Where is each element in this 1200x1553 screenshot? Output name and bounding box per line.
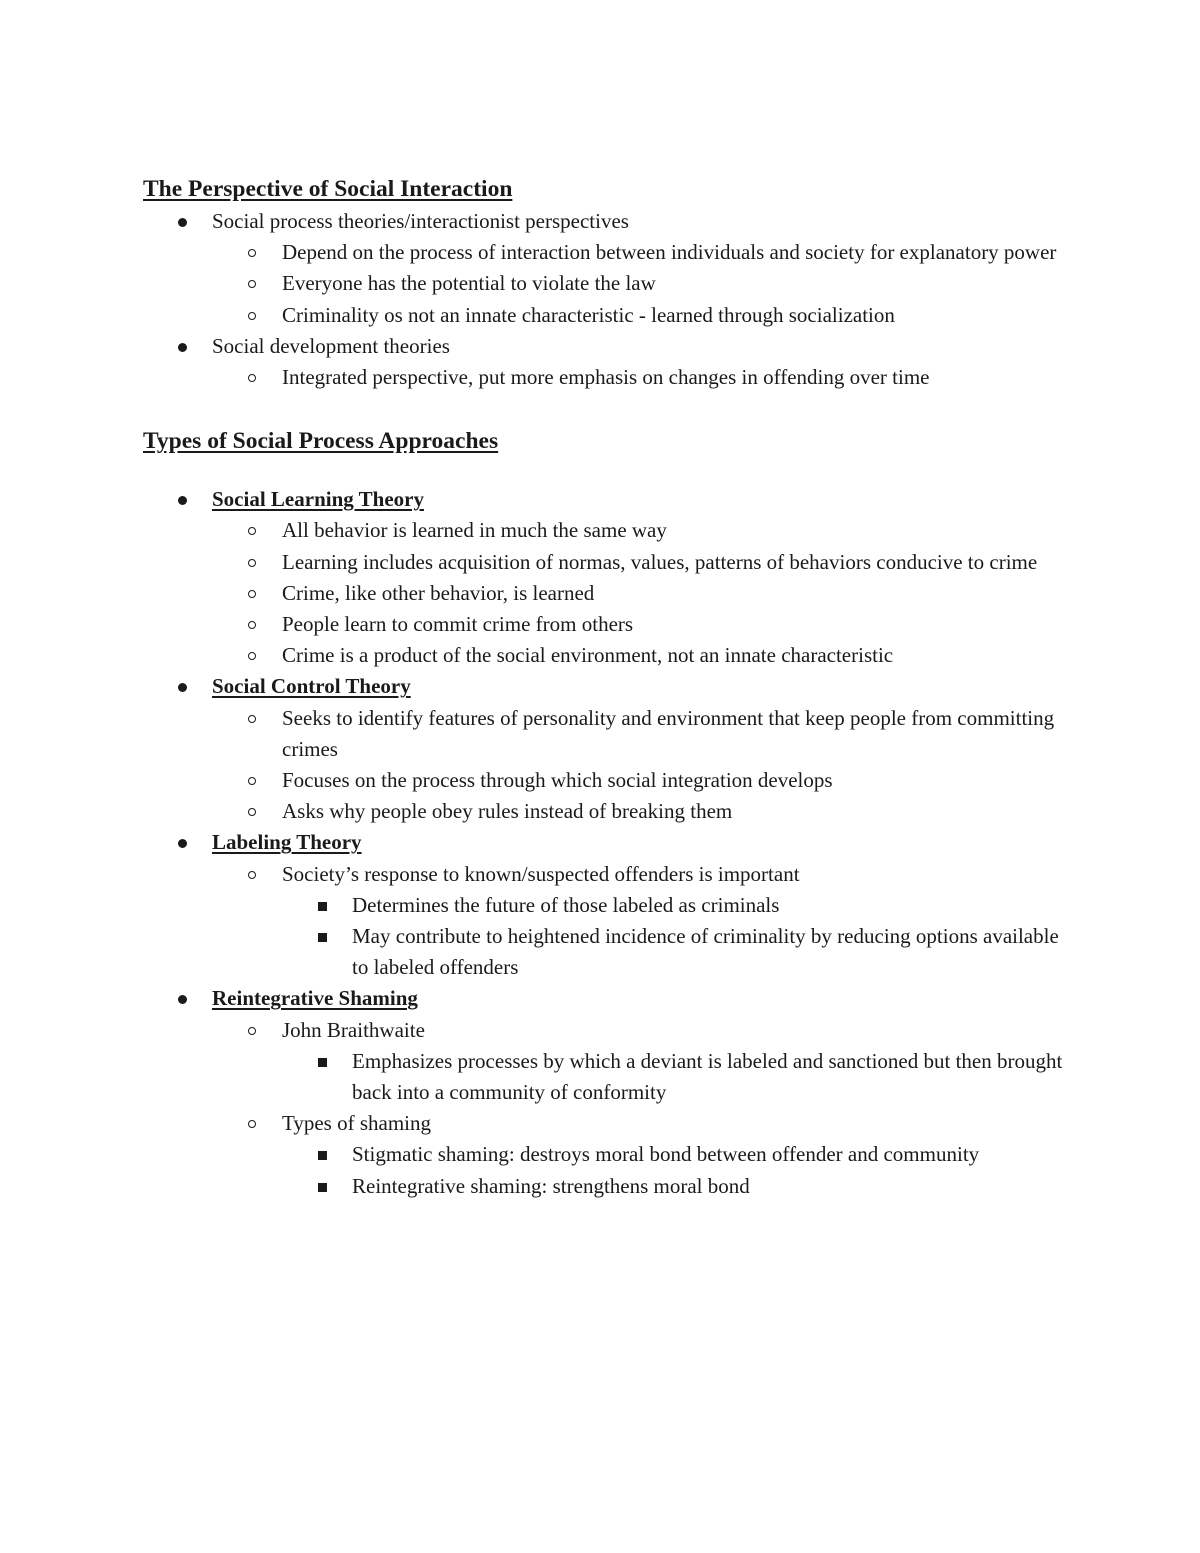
theory-label-reintegrative-shaming: Reintegrative Shaming [212,986,418,1011]
list-item [282,921,1073,983]
list-item [212,1108,1073,1202]
list-item-text: All behavior is learned in much the same way [282,518,667,543]
list-item-text: Learning includes acquisition of normas, values, patterns of behaviors conducive to crime [282,549,1038,574]
list-item-text: Everyone has the potential to violate the law [282,271,656,296]
hollow-bullet-icon [248,1120,256,1128]
sub-bullet-list [212,703,1073,828]
list-item [212,515,1073,546]
theory-label-labeling: Labeling Theory [212,830,362,855]
list-item [282,1046,1073,1108]
filled-bullet-icon [178,343,187,352]
list-item-text: Asks why people obey rules instead of breaking them [282,799,733,824]
sub-sub-bullet-list [282,1139,1073,1201]
list-item-text: Integrated perspective, put more emphasis on changes in offending over time [282,365,930,390]
filled-bullet-icon [178,839,187,848]
theory-label-social-control: Social Control Theory [212,674,411,699]
sub-bullet-list [212,859,1073,984]
list-item-text: Criminality os not an innate characteristic - learned through socialization [282,302,895,327]
sub-bullet-list [212,515,1073,671]
sub-bullet-list [212,237,1073,331]
filled-bullet-icon [178,496,187,505]
list-item [212,362,1073,393]
list-item [143,827,1073,983]
list-item-text: John Braithwaite [282,1017,425,1042]
hollow-bullet-icon [248,808,256,816]
list-item-text: Social process theories/interactionist perspectives [212,209,629,233]
sub-bullet-list [212,362,1073,393]
list-item [212,609,1073,640]
list-item [282,890,1073,921]
hollow-bullet-icon [248,312,256,320]
list-item-text: Social development theories [212,333,450,358]
document-page [143,172,1073,1202]
filled-bullet-icon [178,995,187,1004]
list-item-text: Types of shaming [282,1111,432,1136]
hollow-bullet-icon [248,621,256,629]
list-item [282,1139,1073,1170]
list-item-text: People learn to commit crime from others [282,612,634,637]
list-item [143,206,1073,331]
hollow-bullet-icon [248,715,256,723]
filled-bullet-icon [178,683,187,692]
list-item [143,671,1073,827]
list-item-text: Focuses on the process through which social integration develops [282,768,833,793]
list-item-text: Seeks to identify features of personality and environment that keep people from committing crimes [282,705,1055,761]
list-item [143,331,1073,393]
section-heading-types: Types of Social Process Approaches [143,428,499,455]
square-bullet-icon [318,933,327,942]
sub-sub-bullet-list [282,1046,1073,1108]
hollow-bullet-icon [248,527,256,535]
theory-label-social-learning: Social Learning Theory [212,487,424,512]
list-item [143,983,1073,1201]
list-item-text: Crime, like other behavior, is learned [282,580,595,605]
hollow-bullet-icon [248,559,256,567]
list-item-text: Stigmatic shaming: destroys moral bond between offender and community [352,1142,980,1167]
hollow-bullet-icon [248,652,256,660]
bullet-list [143,484,1073,1202]
hollow-bullet-icon [248,590,256,598]
hollow-bullet-icon [248,1027,256,1035]
list-item [212,300,1073,331]
list-item [212,578,1073,609]
list-item-text: Depend on the process of interaction between individuals and society for explanatory power [282,240,1057,265]
filled-bullet-icon [178,218,187,227]
list-item-text: Reintegrative shaming: strengthens moral bond [352,1173,750,1198]
square-bullet-icon [318,902,327,911]
list-item-text: Determines the future of those labeled as criminals [352,892,780,917]
list-item [212,237,1073,268]
hollow-bullet-icon [248,249,256,257]
square-bullet-icon [318,1183,327,1192]
bullet-list [143,206,1073,393]
sub-bullet-list [212,1015,1073,1202]
list-item [212,640,1073,671]
list-item [212,268,1073,299]
square-bullet-icon [318,1058,327,1067]
list-item-text: May contribute to heightened incidence of criminality by reducing options available to labeled offenders [352,924,1059,980]
square-bullet-icon [318,1151,327,1160]
list-item-text: Emphasizes processes by which a deviant is labeled and sanctioned but then brought back into a community of conformity [352,1048,1063,1105]
hollow-bullet-icon [248,374,256,382]
list-item [212,703,1073,765]
list-item [143,484,1073,671]
list-item [212,765,1073,796]
list-item [212,859,1073,984]
list-item [212,547,1073,578]
section-heading-perspective: The Perspective of Social Interaction [143,176,513,202]
sub-sub-bullet-list [282,890,1073,984]
list-item-text: Society’s response to known/suspected offenders is important [282,861,800,886]
hollow-bullet-icon [248,871,256,879]
list-item-text: Crime is a product of the social environment, not an innate characteristic [282,643,894,668]
hollow-bullet-icon [248,280,256,288]
list-item [212,1015,1073,1109]
hollow-bullet-icon [248,777,256,785]
list-item [282,1171,1073,1202]
list-item [212,796,1073,827]
